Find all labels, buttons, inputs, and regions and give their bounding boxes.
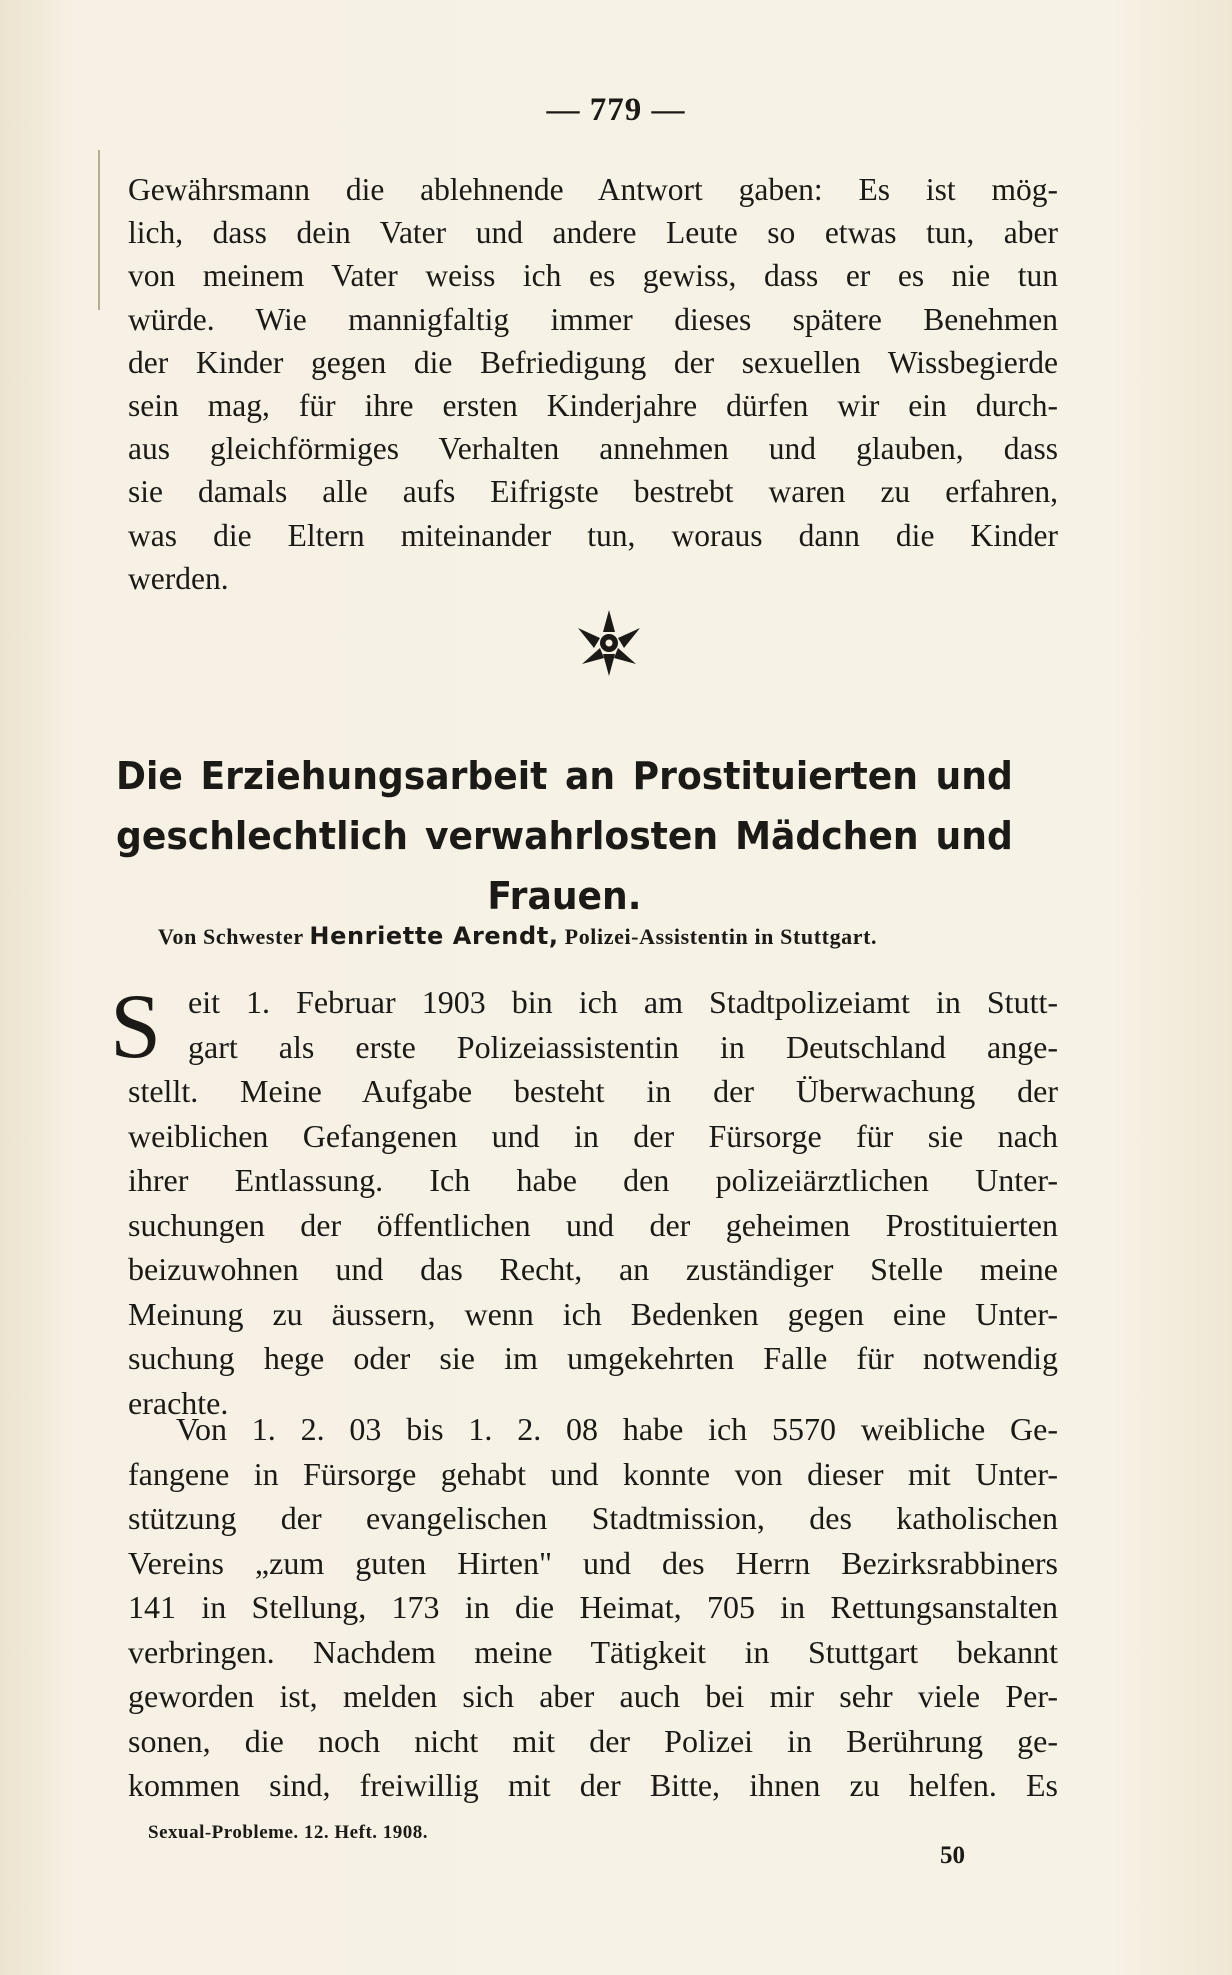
text-line: suchung hege oder sie im umgekehrten Falle für notwendig: [128, 1340, 1058, 1376]
footer-signature: 50: [940, 1842, 965, 1869]
text-line: von meinem Vater weiss ich es gewiss, dass er es nie tun: [128, 258, 1058, 294]
text-line: geworden ist, melden sich aber auch bei mir sehr viele Per-: [128, 1678, 1058, 1714]
text-line: verbringen. Nachdem meine Tätigkeit in Stuttgart bekannt: [128, 1633, 1058, 1670]
text-line: stellt. Meine Aufgabe besteht in der Überwachung der: [128, 1073, 1058, 1109]
fleuron-ornament-icon: [574, 608, 644, 678]
text-line: Meinung zu äussern, wenn ich Bedenken gegen eine Unter-: [128, 1295, 1058, 1332]
text-line: weiblichen Gefangenen und in der Fürsorge für sie nach: [128, 1117, 1058, 1154]
author-name: Henriette Arendt,: [309, 922, 559, 950]
byline-suffix: Polizei-Assistentin in Stuttgart.: [564, 924, 878, 949]
byline: [158, 922, 1058, 950]
text-line: eit 1. Februar 1903 bin ich am Stadtpolizeiamt in Stutt-: [188, 984, 1058, 1020]
text-line: sonen, die noch nicht mit der Polizei in Berührung ge-: [128, 1722, 1058, 1759]
text-line: lich, dass dein Vater und andere Leute so etwas tun, aber: [128, 215, 1058, 251]
text-line: Vereins „zum guten Hirten" und des Herrn Bezirksrabbiners: [128, 1544, 1058, 1581]
paragraph-1: [128, 980, 1058, 1425]
text-line: Von 1. 2. 03 bis 1. 2. 08 habe ich 5570 weibliche Ge-: [176, 1411, 1058, 1447]
text-line: erachte.: [128, 1384, 229, 1421]
text-line: kommen sind, freiwillig mit der Bitte, ihnen zu helfen. Es: [128, 1767, 1058, 1803]
text-line: fangene in Fürsorge gehabt und konnte von dieser mit Unter-: [128, 1455, 1058, 1492]
text-line: 141 in Stellung, 173 in die Heimat, 705 in Rettungsanstalten: [128, 1589, 1058, 1625]
text-line: ihrer Entlassung. Ich habe den polizeiärztlichen Unter-: [128, 1162, 1058, 1198]
text-line: der Kinder gegen die Befriedigung der sexuellen Wissbegierde: [128, 344, 1058, 380]
footer-source: Sexual-Probleme. 12. Heft. 1908.: [148, 1822, 429, 1843]
text-line: gart als erste Polizeiassistentin in Deutschland ange-: [188, 1028, 1058, 1065]
text-line: beizuwohnen und das Recht, an zuständiger Stelle meine: [128, 1251, 1058, 1287]
drop-cap: S: [110, 975, 162, 1077]
article-title: [116, 746, 1013, 926]
text-line: stützung der evangelischen Stadtmission, des katholischen: [128, 1500, 1058, 1536]
text-line: was die Eltern miteinander tun, woraus dann die Kinder: [128, 517, 1058, 553]
byline-prefix: Von Schwester: [158, 924, 304, 949]
title-line: geschlechtlich verwahrlosten Mädchen und: [116, 814, 1013, 858]
text-line: würde. Wie mannigfaltig immer dieses spätere Benehmen: [128, 301, 1058, 337]
margin-pencil-mark: [98, 150, 100, 310]
page-number: — 779 —: [546, 92, 686, 128]
text-line: suchungen der öffentlichen und der geheimen Prostituierten: [128, 1206, 1058, 1243]
text-line: sie damals alle aufs Eifrigste bestrebt waren zu erfahren,: [128, 474, 1058, 510]
intro-paragraph: [128, 168, 1058, 600]
text-line: aus gleichförmiges Verhalten annehmen und glauben, dass: [128, 431, 1058, 467]
text-line: Gewährsmann die ablehnende Antwort gaben: Es ist mög-: [128, 172, 1058, 207]
title-line: Frauen.: [487, 874, 642, 918]
text-line: sein mag, für ihre ersten Kinderjahre dürfen wir ein durch-: [128, 388, 1058, 424]
text-line: werden.: [128, 560, 229, 596]
title-line: Die Erziehungsarbeit an Prostituierten und: [116, 754, 1013, 798]
paragraph-2: [128, 1407, 1058, 1808]
